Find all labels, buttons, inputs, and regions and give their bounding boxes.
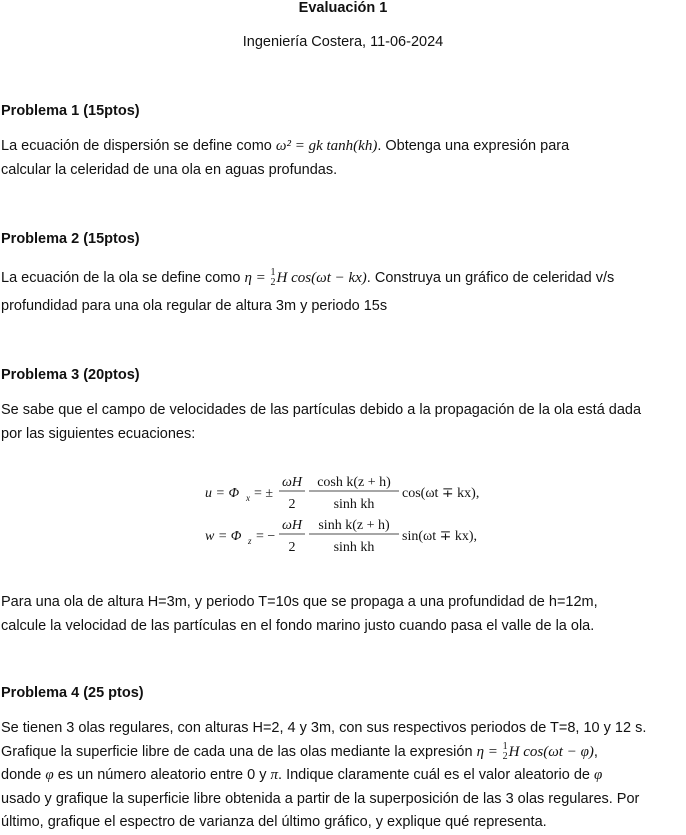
p4-phi: φ	[45, 767, 54, 784]
p4-line2-a: Grafique la superficie libre de cada una de las olas mediante la expresión	[1, 743, 477, 760]
problem-2-text	[1, 264, 685, 320]
p4-frac-num: 1	[502, 740, 508, 752]
eq-w-frac2-den: sinh kh	[333, 540, 375, 555]
p3-line2: por las siguientes ecuaciones:	[1, 425, 196, 442]
p4-line3-b: es un número aleatorio entre 0 y	[53, 767, 271, 784]
p2-frac-num: 1	[270, 267, 276, 279]
p4-phi-2: φ	[593, 767, 603, 784]
problem-3-text-2	[1, 591, 685, 638]
eq-w-sub: z	[248, 536, 252, 546]
eq-w-frac1-den: 2	[288, 540, 296, 555]
eq-w-frac2-num: sinh k(z + h)	[318, 518, 390, 533]
eq-u-frac2-num: cosh k(z + h)	[317, 475, 391, 490]
p2-line2: profundidad para una ola regular de altura 3m y periodo 15s	[1, 298, 388, 314]
p4-frac-den: 2	[502, 750, 508, 762]
eq-u-tail: cos(ωt ∓ kx),	[402, 486, 480, 501]
p3-para2-line1: Para una ola de altura H=3m, y periodo T=10s que se propaga a una profundidad de h=12m,	[1, 594, 598, 610]
p3-line1: Se sabe que el campo de velocidades de las partículas debido a la propagación de la ola está dada	[1, 402, 642, 418]
p2-text-a: La ecuación de la ola se define como	[1, 270, 245, 286]
document-title: Evaluación 1	[298, 0, 388, 16]
p3-para2-line2: calcule la velocidad de las partículas en el fondo marino justo cuando pasa el valle de la ola.	[1, 617, 595, 634]
eq-u-frac1-num: ωH	[282, 475, 302, 490]
eq-u-frac1-den: 2	[288, 497, 296, 512]
eq-w-sign: = −	[256, 529, 276, 544]
p4-line4: usado y grafique la superficie libre obtenida a partir de la superposición de las 3 olas regulares. Por	[1, 790, 640, 807]
p1-dispersion-equation: ω² = gk tanh(kh)	[275, 138, 378, 154]
p4-eq-fraction	[503, 742, 508, 762]
problem-4-text	[1, 717, 685, 835]
eq-u-frac2-den: sinh kh	[333, 497, 375, 512]
eq-u-sign: = ±	[254, 486, 274, 501]
eq-u-sub: x	[246, 493, 250, 503]
velocity-equations	[205, 470, 505, 560]
p1-line2: calcular la celeridad de una ola en aguas profundas.	[1, 161, 338, 178]
p4-pi: π	[270, 767, 279, 784]
p2-eq-rhs: H cos(ωt − kx)	[276, 270, 367, 286]
p2-text-b: . Construya un gráfico de celeridad v/s	[366, 270, 615, 286]
problem-2-heading: Problema 2 (15ptos)	[1, 231, 140, 247]
p1-text-b: . Obtenga una expresión para	[377, 138, 570, 154]
p1-text-a: La ecuación de dispersión se define como	[1, 138, 276, 154]
document-subtitle: Ingeniería Costera, 11-06-2024	[242, 34, 444, 50]
eq-u-lhs: u = Φ	[205, 486, 240, 501]
problem-1-heading: Problema 1 (15ptos)	[1, 103, 140, 119]
p2-eq-lhs: η =	[244, 270, 270, 286]
velocity-equations-svg	[205, 470, 505, 560]
p4-eq-lhs: η =	[476, 743, 502, 760]
p4-line3-a: donde	[1, 767, 46, 784]
p2-frac-den: 2	[270, 277, 276, 289]
problem-3-heading: Problema 3 (20ptos)	[1, 367, 140, 383]
eq-w-tail: sin(ωt ∓ kx),	[402, 529, 477, 544]
problem-4-heading: Problema 4 (25 ptos)	[1, 685, 144, 701]
eq-w-lhs: w = Φ	[205, 529, 242, 544]
p4-line1: Se tienen 3 olas regulares, con alturas H=2, 4 y 3m, con sus respectivos periodos de T=8, 10 y 12 s.	[1, 720, 647, 736]
p4-line3-c: . Indique claramente cuál es el valor aleatorio de	[278, 767, 594, 784]
problem-1-text	[1, 135, 685, 182]
p4-line2-b: ,	[593, 743, 598, 760]
p2-eq-fraction	[271, 268, 276, 288]
problem-3-text	[1, 399, 685, 446]
eq-w-frac1-num: ωH	[282, 518, 302, 533]
p4-line5: último, grafique el espectro de varianza del último gráfico, y explique qué representa.	[1, 814, 547, 831]
p4-eq-rhs: H cos(ωt − φ)	[508, 743, 594, 760]
